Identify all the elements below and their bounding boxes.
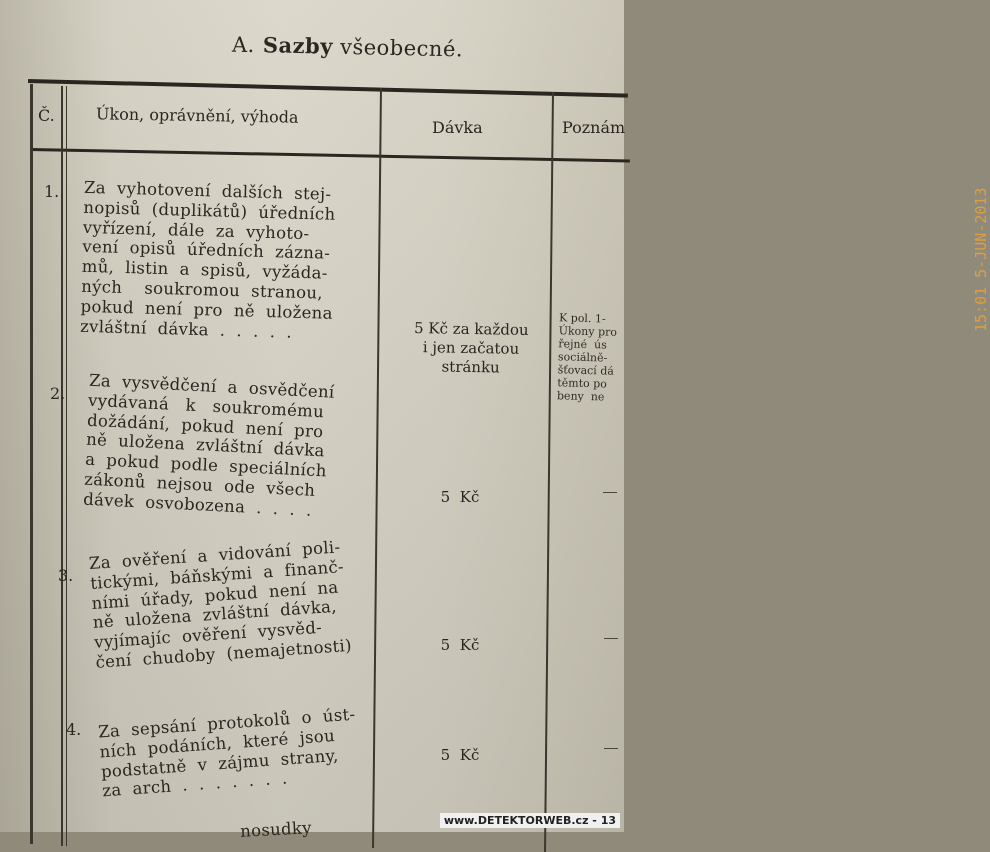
poznamka-dash <box>604 748 618 749</box>
row-text: Za ověření a vidování poli- tickými, báňskými a finanč- ními úřady, pokud není na ně uložena zvláštní dávka, vyjímajíc ověření vysvěd- čení chudoby (nemajetnosti) <box>88 537 353 672</box>
row-text-partial: nosudky <box>239 818 313 841</box>
poznamka-dash <box>603 492 617 493</box>
column-divider-pozn <box>544 92 554 852</box>
header-col-davka: Dávka <box>432 118 483 137</box>
header-col-poznamka: Poznám <box>562 118 626 137</box>
row-number: 2. <box>50 384 66 403</box>
section-title-rest: všeobecné. <box>339 34 464 62</box>
poznamka-note: K pol. 1- Úkony pro řejné ús sociálně- šťovací dá těmto po beny ne <box>556 311 618 404</box>
section-title <box>232 32 464 62</box>
table-border-left <box>30 84 33 844</box>
header-col-ukon: Úkon, oprávnění, výhoda <box>95 104 299 127</box>
row-text: Za vyhotovení dalších stej- nopisů (duplikátů) úředních vyřízení, dále za vyhoto- vení opisů úředních zázna- mů, listin a spisů, vyžáda- ných soukromou stranou, pokud není pro ně uložena zvláštní dávka . . . . . <box>79 177 336 342</box>
table-top-rule <box>28 79 628 98</box>
date-stamp-anchor <box>552 187 990 332</box>
row-number: 1. <box>44 182 60 201</box>
site-watermark: www.DETEKTORWEB.cz - 13 <box>440 813 620 828</box>
column-divider-num <box>61 86 63 846</box>
row-text: Za vysvědčení a osvědčení vydávaná k soukromému dožádání, pokud není pro ně uložena zvláštní dávka a pokud podle speciálních zákonů nejsou ode všech dávek osvobozena . . . . <box>82 370 335 520</box>
section-title-bold: Sazby <box>262 32 334 59</box>
date-stamp: 15:01 5-JUN-2013 <box>972 187 990 332</box>
row-fee: 5 Kč za každou i jen začatou stránku <box>413 319 529 377</box>
poznamka-dash <box>604 638 618 639</box>
row-number: 4. <box>66 720 82 739</box>
row-fee: 5 Kč <box>440 488 480 506</box>
header-col-number: Č. <box>38 106 55 125</box>
row-text: Za sepsání protokolů o úst- ních podáních, které jsou podstatně v zájmu strany, za arch . . . . . . . <box>97 704 356 801</box>
table-header-rule <box>30 148 630 163</box>
row-fee: 5 Kč <box>440 636 480 654</box>
row-fee: 5 Kč <box>440 746 480 764</box>
row-number: 3. <box>58 566 74 585</box>
section-letter: A. <box>231 32 256 58</box>
